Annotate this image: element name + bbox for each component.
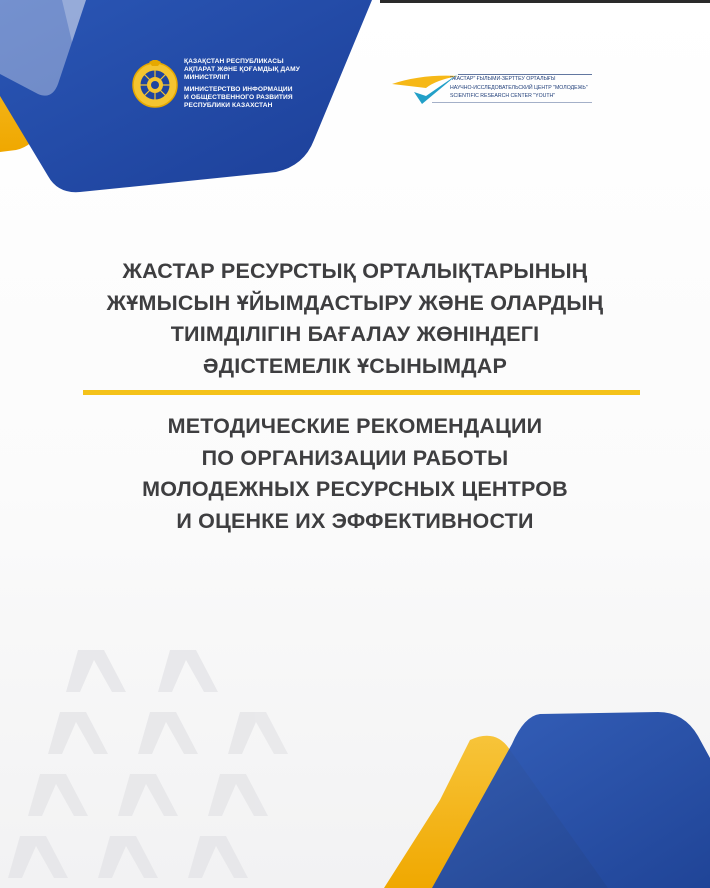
- title-ru-line-4: И ОЦЕНКЕ ИХ ЭФФЕКТИВНОСТИ: [176, 508, 534, 533]
- title-kz-line-2: ЖҰМЫСЫН ҰЙЫМДАСТЫРУ ЖӘНЕ ОЛАРДЫҢ: [106, 290, 604, 315]
- ministry-line-kz-2: АҚПАРАТ ЖӘНЕ ҚОҒАМДЫҚ ДАМУ: [184, 66, 300, 73]
- ministry-line-ru-2: И ОБЩЕСТВЕННОГО РАЗВИТИЯ: [184, 94, 293, 101]
- ministry-line-kz-1: ҚАЗАҚСТАН РЕСПУБЛИКАСЫ: [184, 58, 284, 65]
- title-ru-line-1: МЕТОДИЧЕСКИЕ РЕКОМЕНДАЦИИ: [167, 414, 543, 438]
- ministry-name: [184, 58, 300, 110]
- research-center-name: [450, 75, 588, 101]
- title-kz-line-1: ЖАСТАР РЕСУРСТЫҚ ОРТАЛЫҚТАРЫНЫҢ: [122, 259, 588, 283]
- state-emblem-icon: [132, 60, 178, 110]
- ministry-line-kz-3: МИНИСТРЛІГІ: [184, 74, 230, 81]
- center-line-1: "ЖАСТАР" ҒЫЛЫМИ-ЗЕРТТЕУ ОРТАЛЫҒЫ: [450, 76, 556, 82]
- ministry-line-ru-1: МИНИСТЕРСТВО ИНФОРМАЦИИ: [184, 86, 293, 93]
- title-kz-line-4: ӘДІСТЕМЕЛІК ҰСЫНЫМДАР: [202, 353, 508, 378]
- center-line-3: SCIENTIFIC RESEARCH CENTER "YOUTH": [450, 93, 556, 100]
- center-line-2: НАУЧНО-ИССЛЕДОВАТЕЛЬСКИЙ ЦЕНТР "МОЛОДЕЖЬ": [450, 84, 588, 91]
- title-divider: [83, 390, 640, 395]
- ministry-logo: [132, 58, 300, 118]
- title-ru-line-3: МОЛОДЕЖНЫХ РЕСУРСНЫХ ЦЕНТРОВ: [142, 477, 568, 501]
- chevron-pattern: [0, 620, 330, 888]
- ministry-line-ru-3: РЕСПУБЛИКИ КАЗАХСТАН: [184, 102, 273, 109]
- research-center-logo: [392, 70, 592, 110]
- title-russian: [60, 411, 650, 537]
- title-ru-line-2: ПО ОРГАНИЗАЦИИ РАБОТЫ: [201, 445, 509, 470]
- title-kz-line-3: ТИІМДІЛІГІН БАҒАЛАУ ЖӨНІНДЕГІ: [170, 322, 540, 346]
- title-kazakh: [60, 256, 650, 382]
